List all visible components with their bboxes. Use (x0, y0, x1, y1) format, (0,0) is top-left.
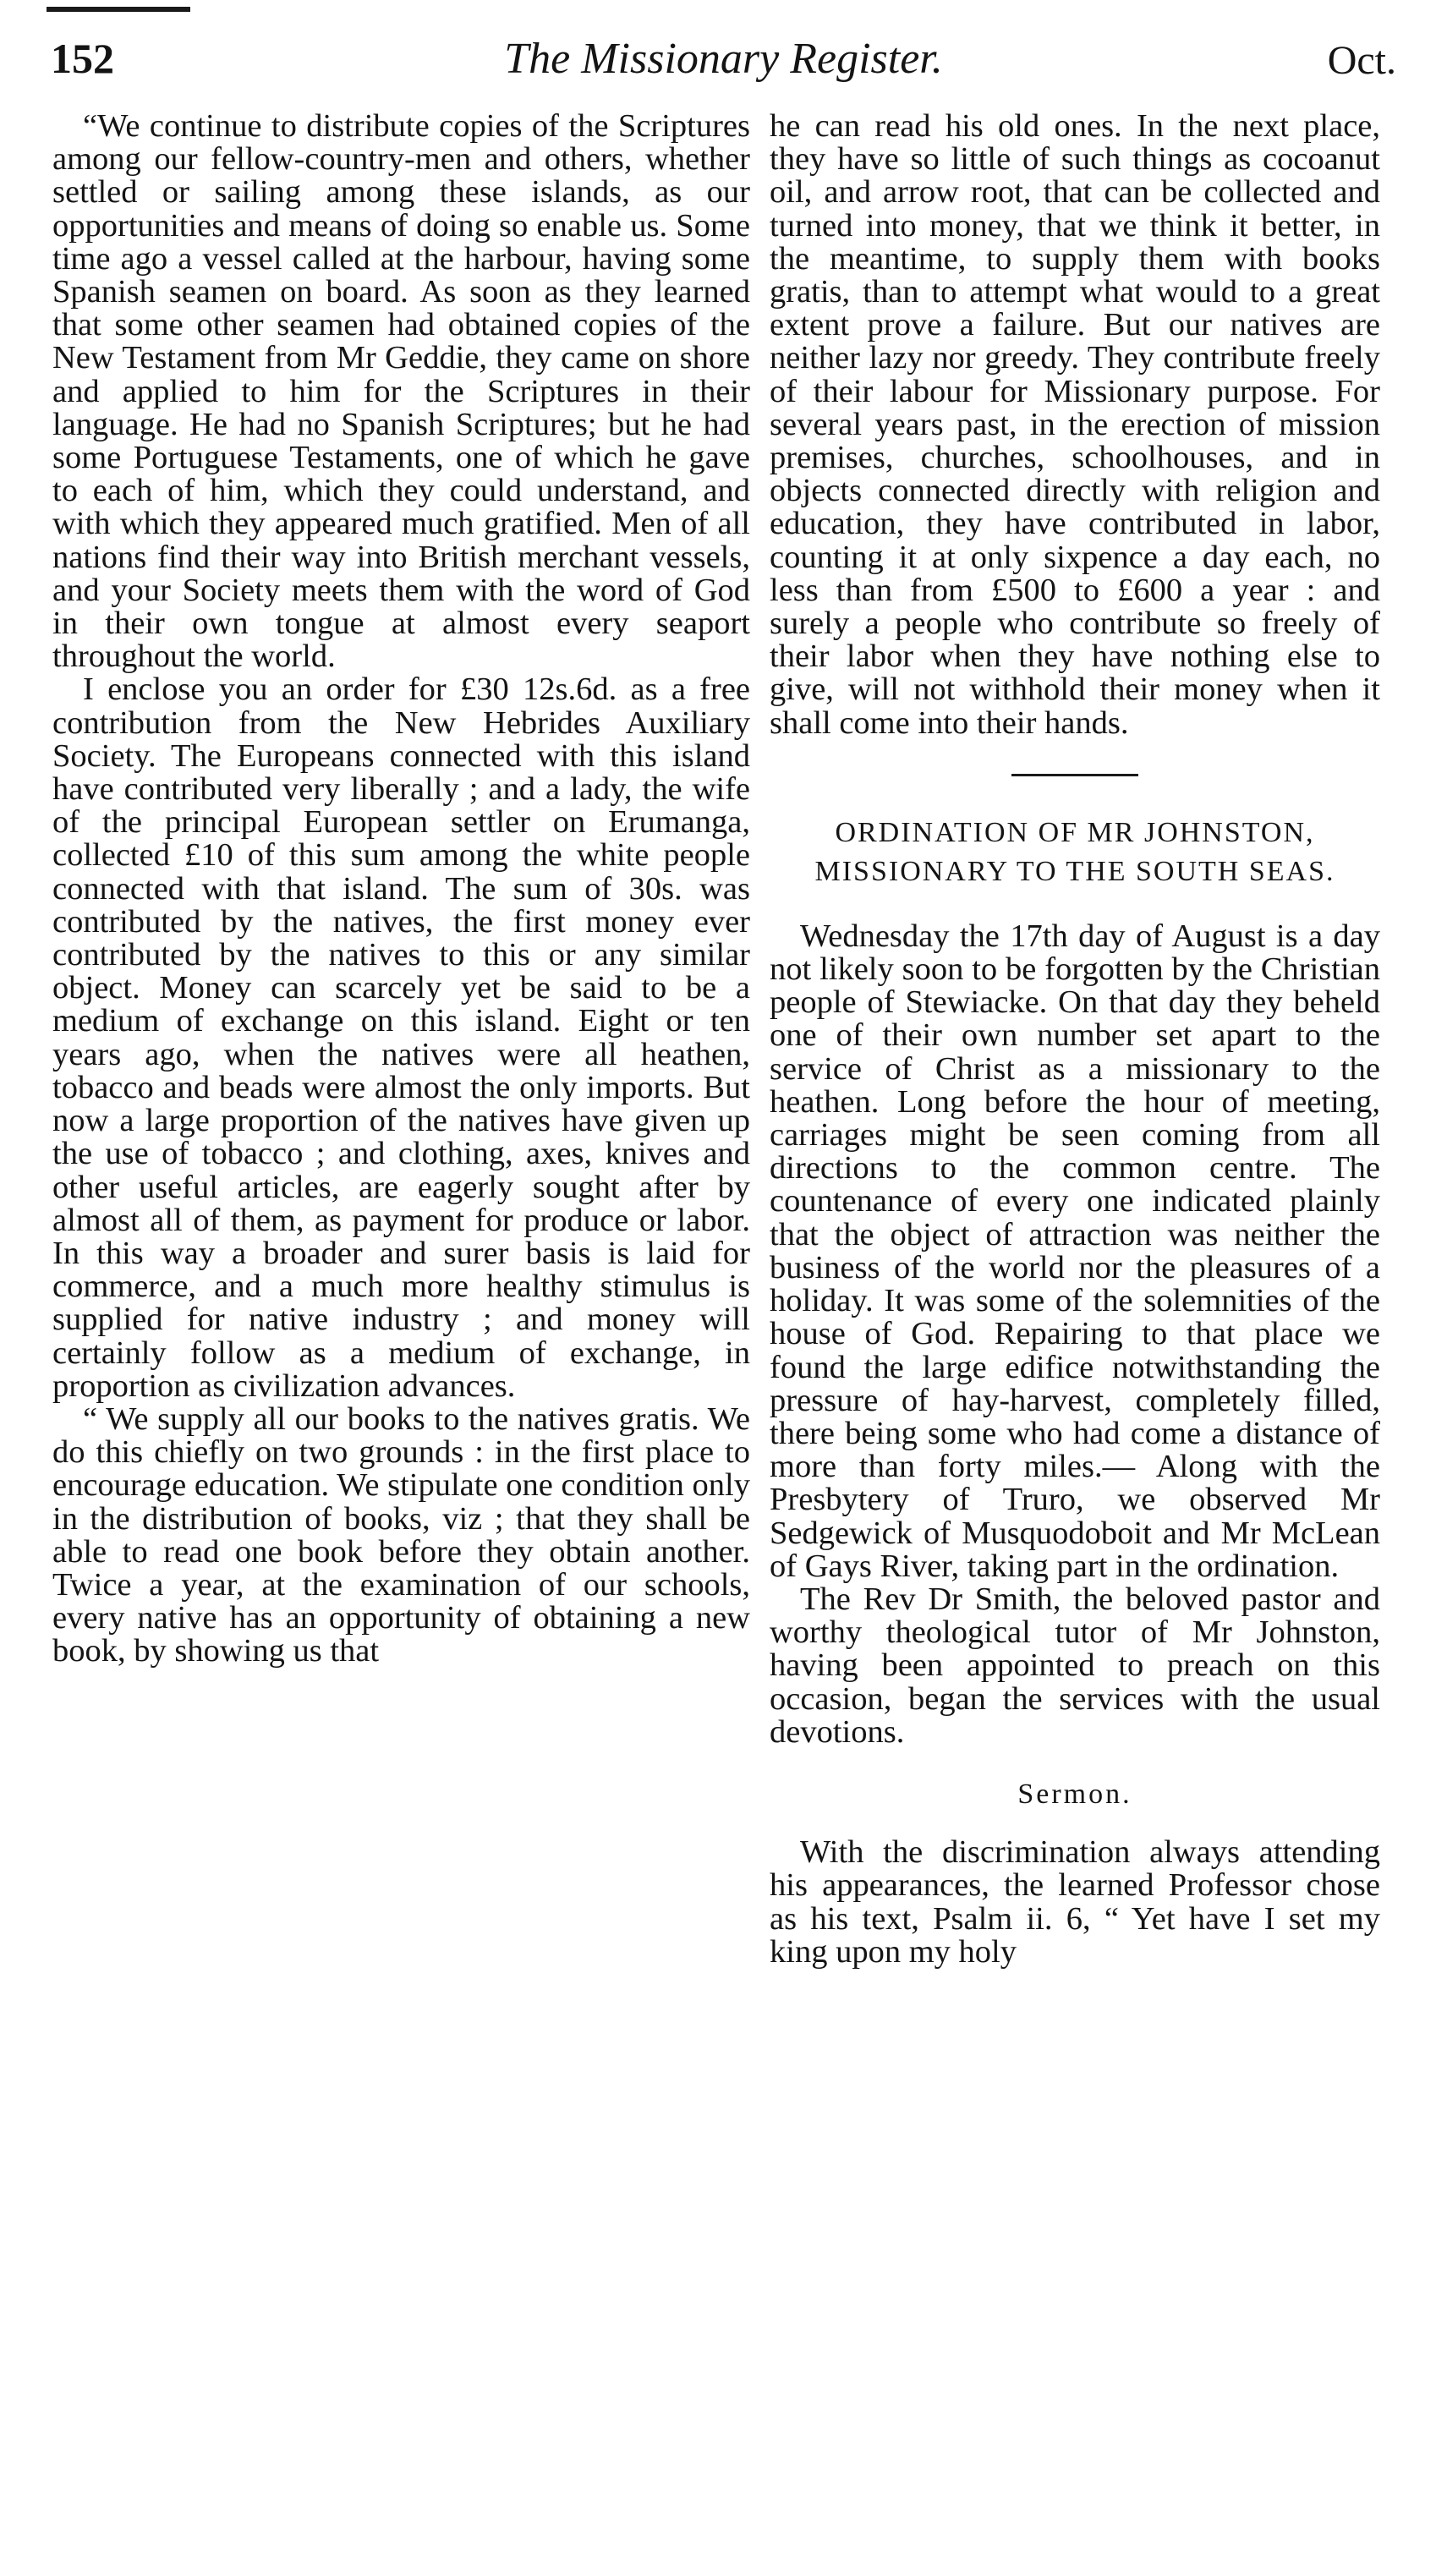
page-number: 152 (51, 35, 114, 82)
section-divider (1011, 774, 1138, 776)
paragraph: “ We supply all our books to the natives gratis. We do this chiefly on two grounds : in the first place to encourage education. We stipulate one condition only in the distribution of books, viz ; that they shall be able to read one book before they obtain another. Twice a year, at the examination of our schools, every native has an opportunity of obtaining a new book, by showing us that (52, 1400, 750, 1669)
paragraph: The Rev Dr Smith, the beloved pastor and worthy theological tutor of Mr Johnston, having been appointed to preach on this occasion, began the services with the usual devotions. (770, 1581, 1380, 1750)
article-heading-line: MISSIONARY TO THE SOUTH SEAS. (814, 855, 1335, 887)
running-header (51, 34, 1396, 101)
top-rule (47, 7, 190, 12)
journal-title: The Missionary Register. (504, 35, 943, 83)
left-column (52, 110, 750, 1669)
paragraph: I enclose you an order for £30 12s.6d. as a free contribution from the New Hebrides Auxiliary Society. The Europeans connected with this island have contributed very liberally ; and a lady, the wife of the principal European settler on Erumanga, collected £10 of this sum among the white people connected with that island. The sum of 30s. was contributed by the natives, the first money ever contributed by the natives to this or any similar object. Money can scarcely yet be said to be a medium of exchange on this island. Eight or ten years ago, when the natives were all heathen, tobacco and beads were almost the only imports. But now a large proportion of the natives have given up the use of tobacco ; and clothing, axes, knives and other useful articles, are eagerly sought after by almost all of them, as payment for produce or labor. In this way a broader and surer basis is laid for commerce, and a much more healthy stimulus is supplied for native industry ; and money will certainly follow as a medium of exchange, in proportion as civilization advances. (52, 671, 750, 1404)
paragraph: Wednesday the 17th day of August is a day not likely soon to be forgotten by the Christian people of Stewiacke. On that day they beheld one of their own number set apart to the service of Christ as a missionary to the heathen. Long before the hour of meeting, carriages might be seen coming from all directions to the common centre. The countenance of every one indicated plainly that the object of attraction was neither the business of the world nor the pleasures of a holiday. It was some of the solemnities of the house of God. Repairing to that place we found the large edifice notwithstanding the pressure of hay-harvest, completely filled, there being some who had come a distance of more than forty miles.— Along with the Presbytery of Truro, we observed Mr Sedgewick of Musquodoboit and Mr McLean of Gays River, taking part in the ordination. (770, 918, 1380, 1584)
article-heading-line: ORDINATION OF MR JOHNSTON, (835, 816, 1315, 848)
paragraph-continuation: he can read his old ones. In the next place, they have so little of such things as cocoanut oil, and arrow root, that can be collected and turned into money, that we think it better, in the meantime, to supply them with books gratis, than to attempt what would to a great extent prove a failure. But our natives are neither lazy nor greedy. They contribute freely of their labour for Missionary purpose. For several years past, in the erection of mission premises, churches, schoolhouses, and in objects connected directly with religion and education, they have contributed in labor, counting it at only sixpence a day each, no less than from £500 to £600 a year : and surely a people who contribute so freely of their labor when they have nothing else to give, will not withhold their money when it shall come into their hands. (770, 108, 1380, 741)
paragraph: With the discrimination always attending his appearances, the learned Professor chose as his text, Psalm ii. 6, “ Yet have I set my king upon my holy (770, 1834, 1380, 1970)
sermon-heading: Sermon. (1017, 1778, 1132, 1810)
paragraph: “We continue to distribute copies of the Scriptures among our fellow-country-men and others, whether settled or sailing among these islands, as our opportunities and means of doing so enable us. Some time ago a vessel called at the harbour, having some Spanish seamen on board. As soon as they learned that some other seamen had obtained copies of the New Testament from Mr Geddie, they came on shore and applied to him for the Scriptures in their language. He had no Spanish Scriptures; but he had some Portuguese Testaments, one of which he gave to each of him, which they could understand, and with which they appeared much gratified. Men of all nations find their way into British merchant vessels, and your Society meets them with the word of God in their own tongue at almost every seaport throughout the world. (52, 108, 750, 675)
right-column (770, 110, 1380, 1969)
issue-month: Oct. (1327, 38, 1396, 83)
article-heading (770, 814, 1380, 891)
